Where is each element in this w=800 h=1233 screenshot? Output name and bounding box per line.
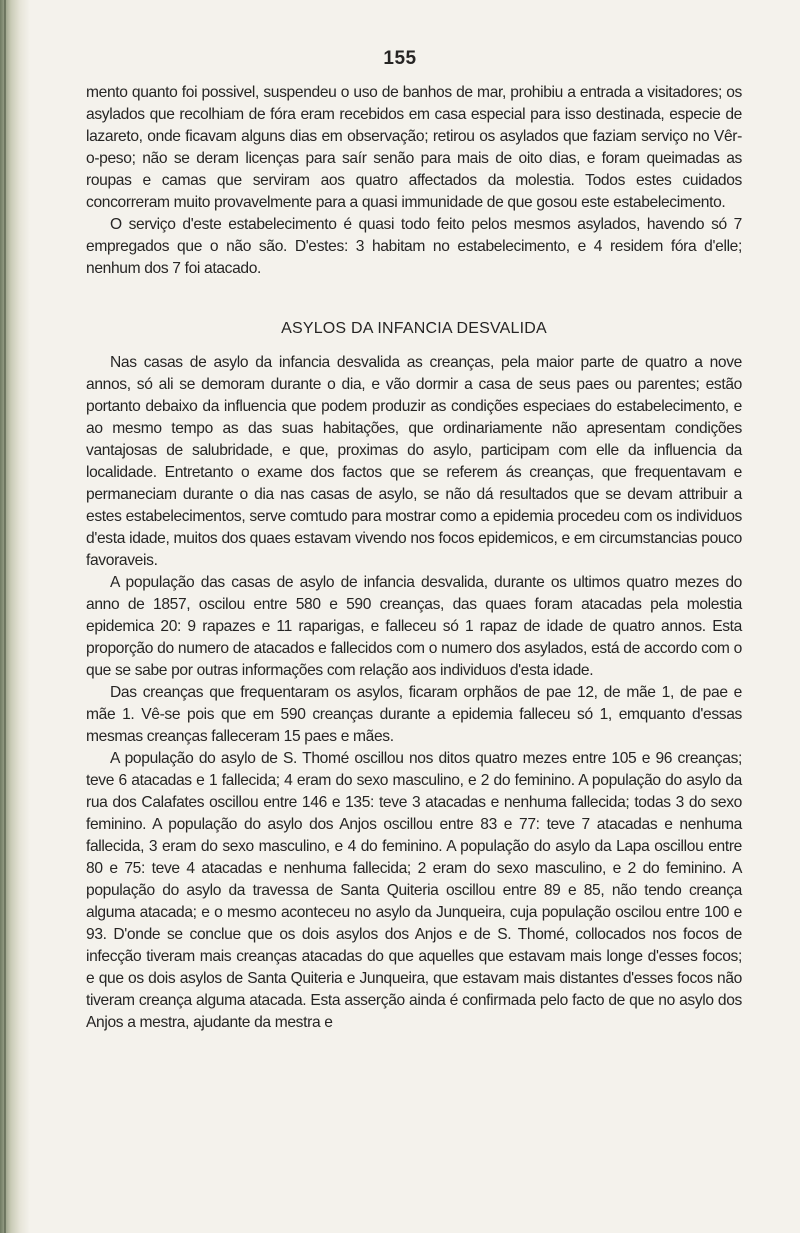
paragraph-asylum-details: A população do asylo de S. Thomé oscillou nos ditos quatro mezes entre 105 e 96 creanças; teve 6 atacadas e 1 fallecida; 4 eram do sexo masculino, e 2 do feminino. A população do asylo da rua dos Calafates oscillou entre 146 e 135: teve 3 atacadas e nenhuma fallecida; todas 3 do sexo feminino. A população do asylo dos Anjos oscillou entre 83 e 77: teve 7 atacadas e nenhuma fallecida, 3 eram do sexo masculino, e 4 do feminino. A população do asylo da Lapa oscillou entre 80 e 75: teve 4 atacadas e nenhuma fallecida; 2 eram do sexo masculino, e 2 do feminino. A população do asylo da travessa de Santa Quiteria oscillou entre 89 e 85, não tendo creança alguma atacada; e o mesmo aconteceu no asylo da Junqueira, cuja população oscilou entre 100 e 93. D'onde se conclue que os dois asylos dos Anjos e de S. Thomé, collocados nos focos de infecção tiveram mais creanças atacadas do que aquelles que estavam mais longe d'esses focos; e que os dois asylos de Santa Quiteria e Junqueira, que estavam mais distantes d'esses focos não tiveram creança alguma atacada. Esta asserção ainda é confirmada pelo facto de que no asylo dos Anjos a mestra, ajudante da mestra e	[86, 750, 742, 1031]
page-body	[86, 82, 742, 1034]
binding-gutter	[0, 0, 30, 1233]
paragraph-asylum-intro: Nas casas de asylo da infancia desvalida as creanças, pela maior parte de quatro a nove annos, só ali se demoram durante o dia, e vão dormir a casa de seus paes ou parentes; estão portanto debaixo da influencia que podem produzir as condições especiaes do estabelecimento, e ao mesmo tempo as das suas habitações, que ordinariamente não apresentam condições vantajosas de salubridade, e que, proximas do asylo, participam com elle da influencia da localidade. Entretanto o exame dos factos que se referem ás creanças, que frequentavam e permaneciam durante o dia nas casas de asylo, se não dá resultados que se devam attribuir a estes estabelecimentos, serve comtudo para mostrar como a epidemia procedeu com os individuos d'esta idade, muitos dos quaes estavam vivendo nos focos epidemicos, e em circumstancias pouco favoraveis.	[86, 354, 742, 569]
paragraph-population: A população das casas de asylo de infancia desvalida, durante os ultimos quatro mezes do anno de 1857, oscilou entre 580 e 590 creanças, das quaes foram atacadas pela molestia epidemica 20: 9 rapazes e 11 raparigas, e falleceu só 1 rapaz de idade de quatro annos. Esta proporção do numero de atacados e fallecidos com o numero dos asylados, está de accordo com o que se sabe por outras informações com relação aos individuos d'esta idade.	[86, 574, 742, 679]
section-title: ASYLOS DA INFANCIA DESVALIDA	[281, 320, 547, 337]
page-number: 155	[383, 48, 417, 69]
binding-edge	[4, 0, 6, 1233]
paragraph-service: O serviço d'este estabelecimento é quasi todo feito pelos mesmos asylados, havendo só 7 empregados que o não são. D'estes: 3 habitam no estabelecimento, e 4 residem fóra d'elle; nenhum dos 7 foi atacado.	[86, 216, 742, 277]
paragraph-orphans: Das creanças que frequentaram os asylos, ficaram orphãos de pae 12, de mãe 1, de pae e mãe 1. Vê-se pois que em 590 creanças durante a epidemia falleceu só 1, emquanto d'essas mesmas creanças falleceram 15 paes e mães.	[86, 684, 742, 745]
paragraph-continued: mento quanto foi possivel, suspendeu o uso de banhos de mar, prohibiu a entrada a visitadores; os asylados que recolhiam de fóra eram recebidos em casa especial para isso destinada, especie de lazareto, onde ficavam alguns dias em observação; retirou os asylados que faziam serviço no Vêr-o-peso; não se deram licenças para saír senão para mais de oito dias, e foram queimadas as roupas e camas que serviram aos quatro affectados da molestia. Todos estes cuidados concorreram muito provavelmente para a quasi immunidade de que gosou este estabelecimento.	[86, 84, 742, 211]
